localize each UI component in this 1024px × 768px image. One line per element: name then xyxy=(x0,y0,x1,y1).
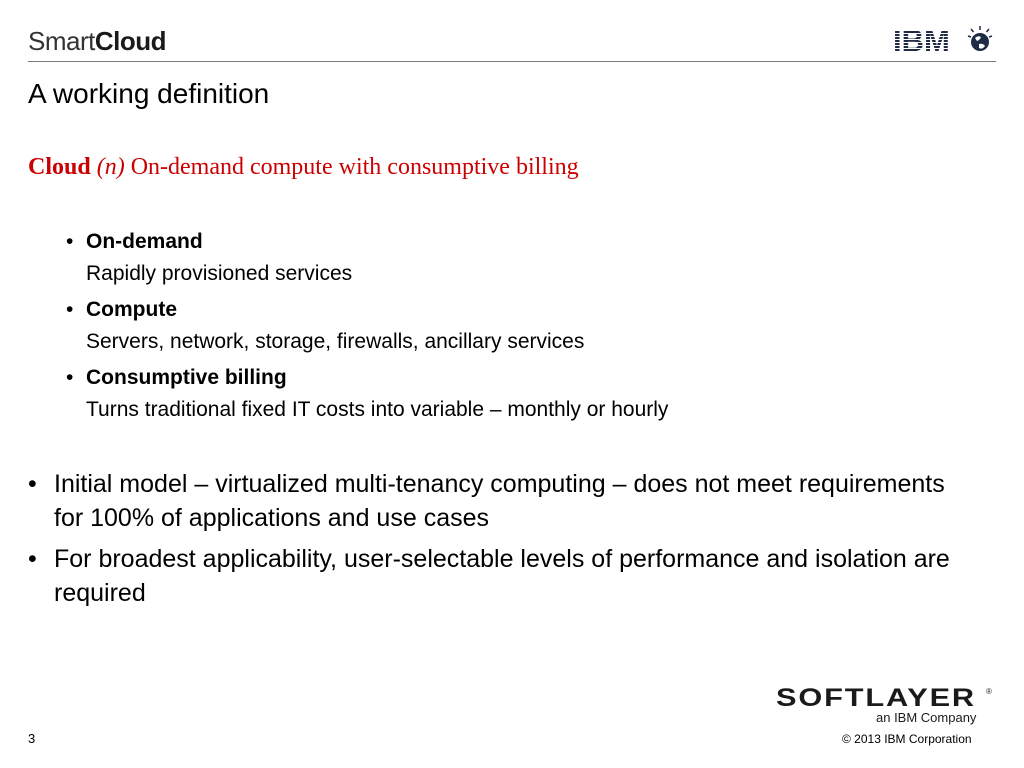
sub-bullet-heading: Compute xyxy=(86,298,177,321)
sub-bullet-description: Turns traditional fixed IT costs into variable – monthly or hourly xyxy=(86,398,669,421)
bullet-dot: • xyxy=(66,366,74,389)
softlayer-wordmark: SOFTLAYER xyxy=(776,684,976,712)
ibm-logo xyxy=(891,22,995,58)
smartcloud-logo xyxy=(28,26,166,57)
bullet-dot: • xyxy=(28,470,37,498)
bullet-dot: • xyxy=(66,298,74,321)
main-bullet-text: Initial model – virtualized multi-tenancy computing – does not meet requirements for 100% of applications and use cases xyxy=(54,470,945,532)
softlayer-tagline: an IBM Company xyxy=(876,710,977,725)
sub-bullet-heading: On-demand xyxy=(86,230,203,253)
definition-text: On-demand compute with consumptive billing xyxy=(130,154,579,180)
main-bullet-text: For broadest applicability, user-selectable levels of performance and isolation are required xyxy=(54,545,950,607)
page-number: 3 xyxy=(28,731,36,746)
header-divider xyxy=(28,61,996,62)
brand-light: Smart xyxy=(28,26,95,56)
slide-title: A working definition xyxy=(28,78,270,109)
definition-line xyxy=(28,154,579,181)
bullet-dot: • xyxy=(28,545,37,573)
softlayer-logo xyxy=(776,684,996,726)
definition-term: Cloud xyxy=(28,154,91,180)
sub-bullet-description: Servers, network, storage, firewalls, ancillary services xyxy=(86,330,585,353)
brand-bold: Cloud xyxy=(94,26,166,56)
bullet-dot: • xyxy=(66,230,74,253)
copyright: © 2013 IBM Corporation xyxy=(842,732,972,746)
sub-bullet-description: Rapidly provisioned services xyxy=(86,262,353,285)
ibm-logo-text: IBM xyxy=(893,23,950,58)
registered-mark: ® xyxy=(986,687,992,696)
definition-part-of-speech: (n) xyxy=(96,154,125,180)
globe-icon xyxy=(968,26,992,51)
sub-bullet-heading: Consumptive billing xyxy=(86,366,287,389)
